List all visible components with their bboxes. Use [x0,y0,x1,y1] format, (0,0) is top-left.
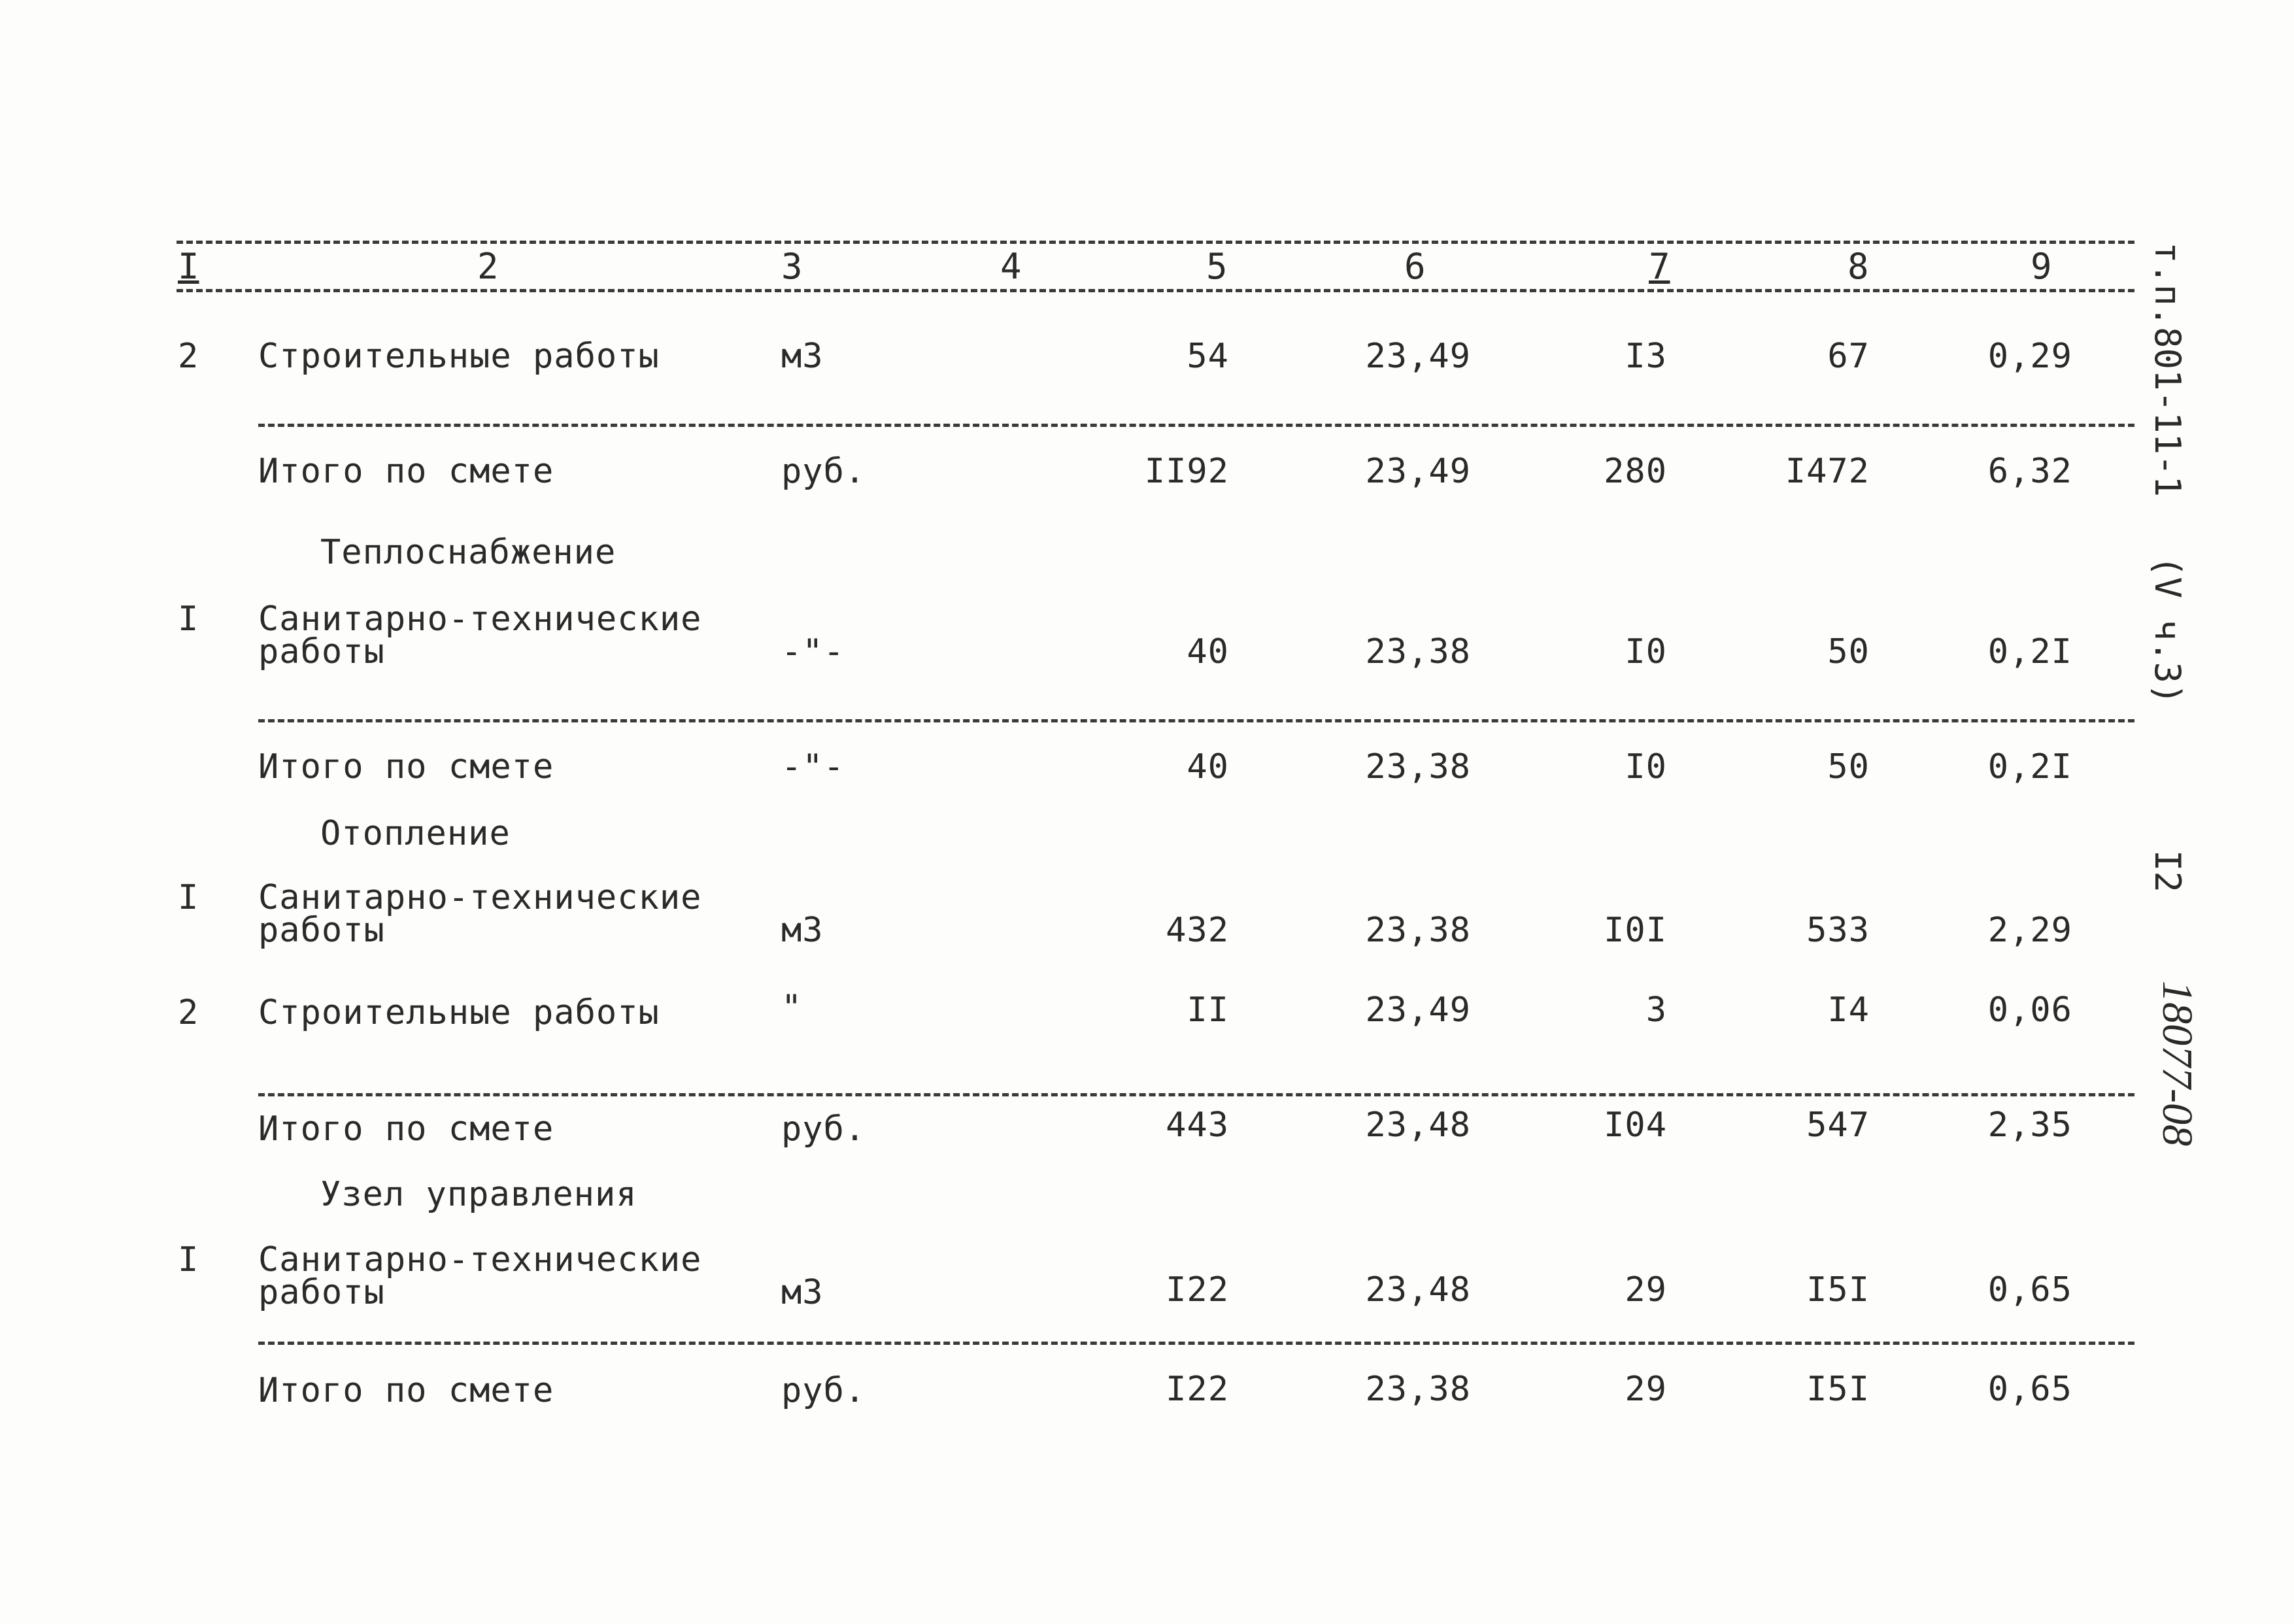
row-col5: II92 [1144,452,1229,491]
section-heading: Отопление [320,814,511,853]
row-number: I [178,600,199,639]
row-col5: I22 [1166,1270,1229,1310]
row-unit: " [781,988,803,1027]
subtotal-rule [258,1342,2134,1345]
row-col7: I0 [1625,632,1667,671]
row-col8: 67 [1827,337,1870,376]
row-col5: 443 [1166,1106,1229,1145]
column-header-3: 3 [781,246,803,287]
row-col9: 2,35 [1987,1106,2072,1145]
row-unit: -"- [781,747,845,787]
row-name: Санитарно-технические [258,1240,702,1279]
row-name: Итого по смете [258,452,554,491]
row-col5: 40 [1187,747,1229,787]
column-header-2: 2 [477,246,499,287]
row-number: I [178,1240,199,1279]
row-col8: 50 [1827,632,1870,671]
row-col9: 0,2I [1987,747,2072,787]
row-col8: I472 [1785,452,1870,491]
subtotal-rule [258,719,2134,722]
column-header-8: 8 [1847,246,1869,287]
row-col9: 0,2I [1987,632,2072,671]
header-bottom-rule [177,289,2134,292]
row-col5: II [1187,990,1229,1030]
row-col8: I5I [1806,1370,1870,1409]
row-col7: I3 [1625,337,1667,376]
row-unit: -"- [781,632,845,671]
row-col9: 2,29 [1987,911,2072,950]
row-col7: I0 [1625,747,1667,787]
row-name-continued: работы [258,632,385,671]
row-col8: 547 [1806,1106,1870,1145]
column-header-1: I [178,246,199,287]
row-col9: 0,65 [1987,1270,2072,1310]
row-col7: 3 [1645,990,1667,1030]
row-col8: I4 [1827,990,1870,1030]
column-header-5: 5 [1206,246,1228,287]
row-number: 2 [178,993,199,1032]
row-name: Санитарно-технические [258,600,702,639]
row-col8: 50 [1827,747,1870,787]
row-unit: м3 [781,911,824,950]
row-col9: 6,32 [1987,452,2072,491]
row-unit: м3 [781,1273,824,1312]
section-heading: Узел управления [320,1175,637,1214]
row-col9: 0,29 [1987,337,2072,376]
row-name: Санитарно-технические [258,878,702,917]
row-number: 2 [178,337,199,376]
section-heading: Теплоснабжение [320,533,616,572]
row-col6: 23,38 [1365,1370,1471,1409]
document-code: т.п.801-11-1 [2147,242,2188,498]
column-header-6: 6 [1404,246,1426,287]
row-col5: 432 [1166,911,1229,950]
column-header-7: 7 [1649,246,1670,287]
row-unit: руб. [781,452,866,491]
column-header-9: 9 [2031,246,2052,287]
row-col5: I22 [1166,1370,1229,1409]
row-col6: 23,48 [1365,1106,1471,1145]
row-col6: 23,48 [1365,1270,1471,1310]
row-name-continued: работы [258,1273,385,1312]
row-col8: I5I [1806,1270,1870,1310]
row-col7: 280 [1604,452,1667,491]
row-name: Итого по смете [258,747,554,787]
row-col5: 40 [1187,632,1229,671]
row-number: I [178,878,199,917]
row-col5: 54 [1187,337,1229,376]
row-col6: 23,38 [1365,632,1471,671]
row-name: Строительные работы [258,337,660,376]
volume-label: (V ч.3) [2147,556,2188,705]
row-col9: 0,65 [1987,1370,2072,1409]
row-col6: 23,49 [1365,337,1471,376]
header-top-rule [177,241,2134,244]
row-col6: 23,49 [1365,990,1471,1030]
row-unit: м3 [781,337,824,376]
row-unit: руб. [781,1371,866,1410]
archive-number: 18077-08 [2153,981,2201,1146]
row-col6: 23,38 [1365,911,1471,950]
subtotal-rule [258,424,2134,427]
row-name: Итого по смете [258,1371,554,1410]
row-col7: 29 [1625,1370,1667,1409]
row-unit: руб. [781,1109,866,1149]
row-name-continued: работы [258,911,385,950]
row-name: Итого по смете [258,1109,554,1149]
row-col9: 0,06 [1987,990,2072,1030]
row-col7: I04 [1604,1106,1667,1145]
subtotal-rule [258,1093,2134,1096]
row-col6: 23,49 [1365,452,1471,491]
page-number: I2 [2147,850,2188,893]
row-col7: I0I [1604,911,1667,950]
row-col8: 533 [1806,911,1870,950]
row-name: Строительные работы [258,993,660,1032]
row-col7: 29 [1625,1270,1667,1310]
column-header-4: 4 [1000,246,1022,287]
row-col6: 23,38 [1365,747,1471,787]
